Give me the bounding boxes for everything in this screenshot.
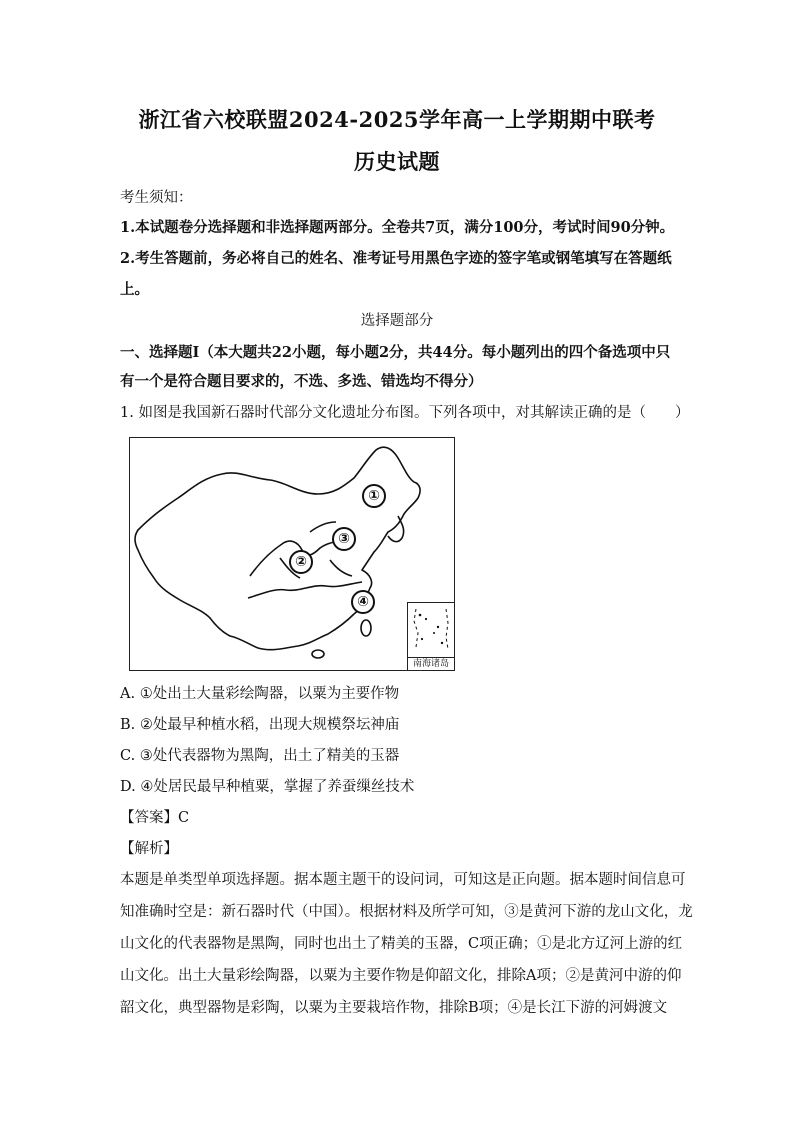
south-china-sea-inset bbox=[407, 602, 455, 671]
notice-item-2-line-1: 2.考生答题前，务必将自己的姓名、准考证号用黑色字迹的签字笔或钢笔填写在答题纸 bbox=[120, 250, 672, 267]
site-marker-4: ④ bbox=[351, 590, 375, 614]
notice-item-1: 1.本试题卷分选择题和非选择题两部分。全卷共7页，满分100分，考试时间90分钟。 bbox=[120, 219, 675, 236]
inset-label: 南海诸岛 bbox=[408, 657, 454, 670]
section-instruction-line-2: 有一个是符合题目要求的，不选、多选、错选均不得分） bbox=[120, 373, 483, 390]
answer: 【答案】C bbox=[120, 810, 190, 826]
option-d: D. ④处居民最早种植粟，掌握了养蚕缫丝技术 bbox=[120, 779, 415, 795]
question-stem: 1. 如图是我国新石器时代部分文化遗址分布图。下列各项中，对其解读正确的是（ ） bbox=[120, 405, 690, 421]
site-marker-3: ③ bbox=[332, 527, 356, 551]
analysis-line-2: 知准确时空是：新石器时代（中国）。根据材料及所学可知，③是黄河下游的龙山文化，龙 bbox=[120, 904, 693, 920]
notice-item-2-line-2: 上。 bbox=[120, 281, 149, 298]
section-title: 选择题部分 bbox=[360, 313, 434, 329]
notice-heading: 考生须知： bbox=[120, 190, 193, 206]
analysis-line-4: 山文化。出土大量彩绘陶器，以粟为主要作物是仰韶文化，排除A项；②是黄河中游的仰 bbox=[120, 968, 682, 984]
document-subtitle: 历史试题 bbox=[354, 149, 440, 174]
option-a: A. ①处出土大量彩绘陶器，以粟为主要作物 bbox=[120, 686, 400, 702]
analysis-line-5: 韶文化，典型器物是彩陶，以粟为主要栽培作物，排除B项；④是长江下游的河姆渡文 bbox=[120, 1000, 668, 1016]
option-c: C. ③处代表器物为黑陶，出土了精美的玉器 bbox=[120, 748, 400, 764]
analysis-line-1: 本题是单类型单项选择题。据本题主题干的设问词，可知这是正向题。据本题时间信息可 bbox=[120, 872, 686, 888]
inset-islands bbox=[408, 603, 454, 657]
section-instruction-line-1: 一、选择题Ⅰ（本大题共22小题，每小题2分，共44分。每小题列出的四个备选项中只 bbox=[120, 344, 671, 361]
site-marker-1: ① bbox=[362, 484, 386, 508]
analysis-label: 【解析】 bbox=[120, 841, 178, 857]
site-marker-2: ② bbox=[289, 550, 313, 574]
analysis-line-3: 山文化的代表器物是黑陶，同时也出土了精美的玉器，C项正确；①是北方辽河上游的红 bbox=[120, 936, 683, 952]
option-b: B. ②处最早种植水稻，出现大规模祭坛神庙 bbox=[120, 717, 400, 733]
document-title: 浙江省六校联盟2024-2025学年高一上学期期中联考 bbox=[138, 107, 656, 132]
